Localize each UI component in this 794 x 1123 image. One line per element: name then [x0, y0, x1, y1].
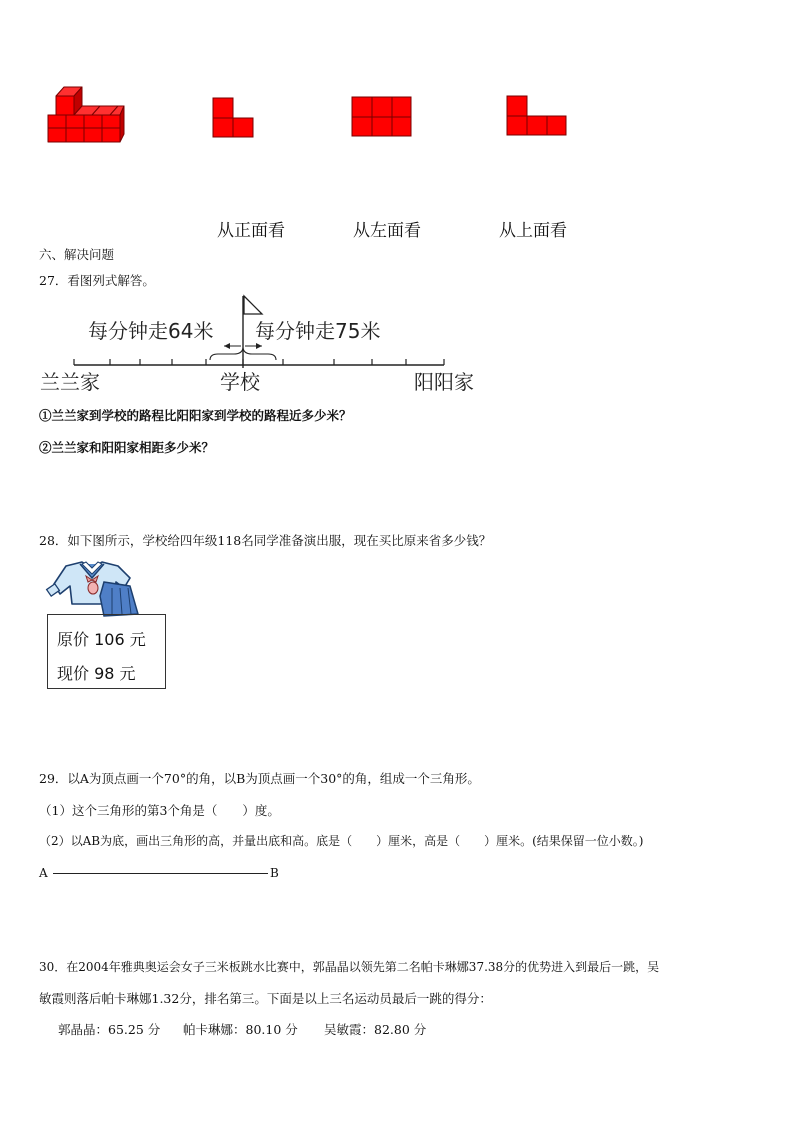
front-view-figure: [212, 97, 256, 139]
point-a-label: A: [39, 866, 48, 880]
price-box: [47, 614, 166, 689]
q27-sub2: ②兰兰家和阳阳家相距多少米？: [39, 440, 215, 455]
top-view-figure: [506, 95, 568, 137]
current-price: 现价 98 元: [57, 664, 136, 683]
q29-sub1: （1）这个三角形的第3个角是（ ）度。: [39, 803, 280, 818]
score-wu: 吴敏霞：82.80 分: [324, 1022, 427, 1037]
q27-place-right: 阳阳家: [414, 370, 474, 394]
q30-line1: 30．在2004年雅典奥运会女子三米板跳水比赛中，郭晶晶以领先第二名帕卡琳娜37.38分的优势进入到最后一跳，吴: [39, 960, 660, 974]
view-label-front: 从正面看: [217, 221, 285, 241]
q27-place-mid: 学校: [220, 370, 260, 394]
score-guo: 郭晶晶：65.25 分: [58, 1022, 161, 1037]
view-label-top: 从上面看: [499, 221, 567, 241]
q28-title: 28．如下图所示，学校给四年级118名同学准备演出服，现在买比原来省多少钱？: [39, 533, 492, 548]
original-price: 原价 106 元: [57, 630, 146, 649]
q30-line2: 敏霞则落后帕卡琳娜1.32分，排名第三。下面是以上三名运动员最后一跳的得分：: [39, 991, 492, 1006]
section-title: 六、解决问题: [39, 247, 115, 262]
q27-distance-diagram: [38, 292, 486, 398]
q27-title: 27．看图列式解答。: [39, 273, 155, 288]
cube-solid-figure: [44, 84, 128, 146]
q27-right-speed: 每分钟走75米: [255, 319, 381, 343]
segment-ab: [53, 873, 268, 874]
costume-illustration: [44, 556, 142, 618]
left-view-figure: [351, 96, 413, 138]
q27-place-left: 兰兰家: [40, 370, 100, 394]
point-b-label: B: [270, 866, 279, 880]
view-label-left: 从左面看: [353, 221, 421, 241]
q29-sub2: （2）以AB为底，画出三角形的高，并量出底和高。底是（ ）厘米，高是（ ）厘米。(结果保留一位小数。): [39, 834, 644, 848]
q27-sub1: ①兰兰家到学校的路程比阳阳家到学校的路程近多少米？: [39, 408, 352, 423]
q27-left-speed: 每分钟走64米: [88, 319, 214, 343]
score-pa: 帕卡琳娜：80.10 分: [183, 1022, 298, 1037]
q29-title: 29．以A为顶点画一个70°的角，以B为顶点画一个30°的角，组成一个三角形。: [39, 771, 480, 786]
